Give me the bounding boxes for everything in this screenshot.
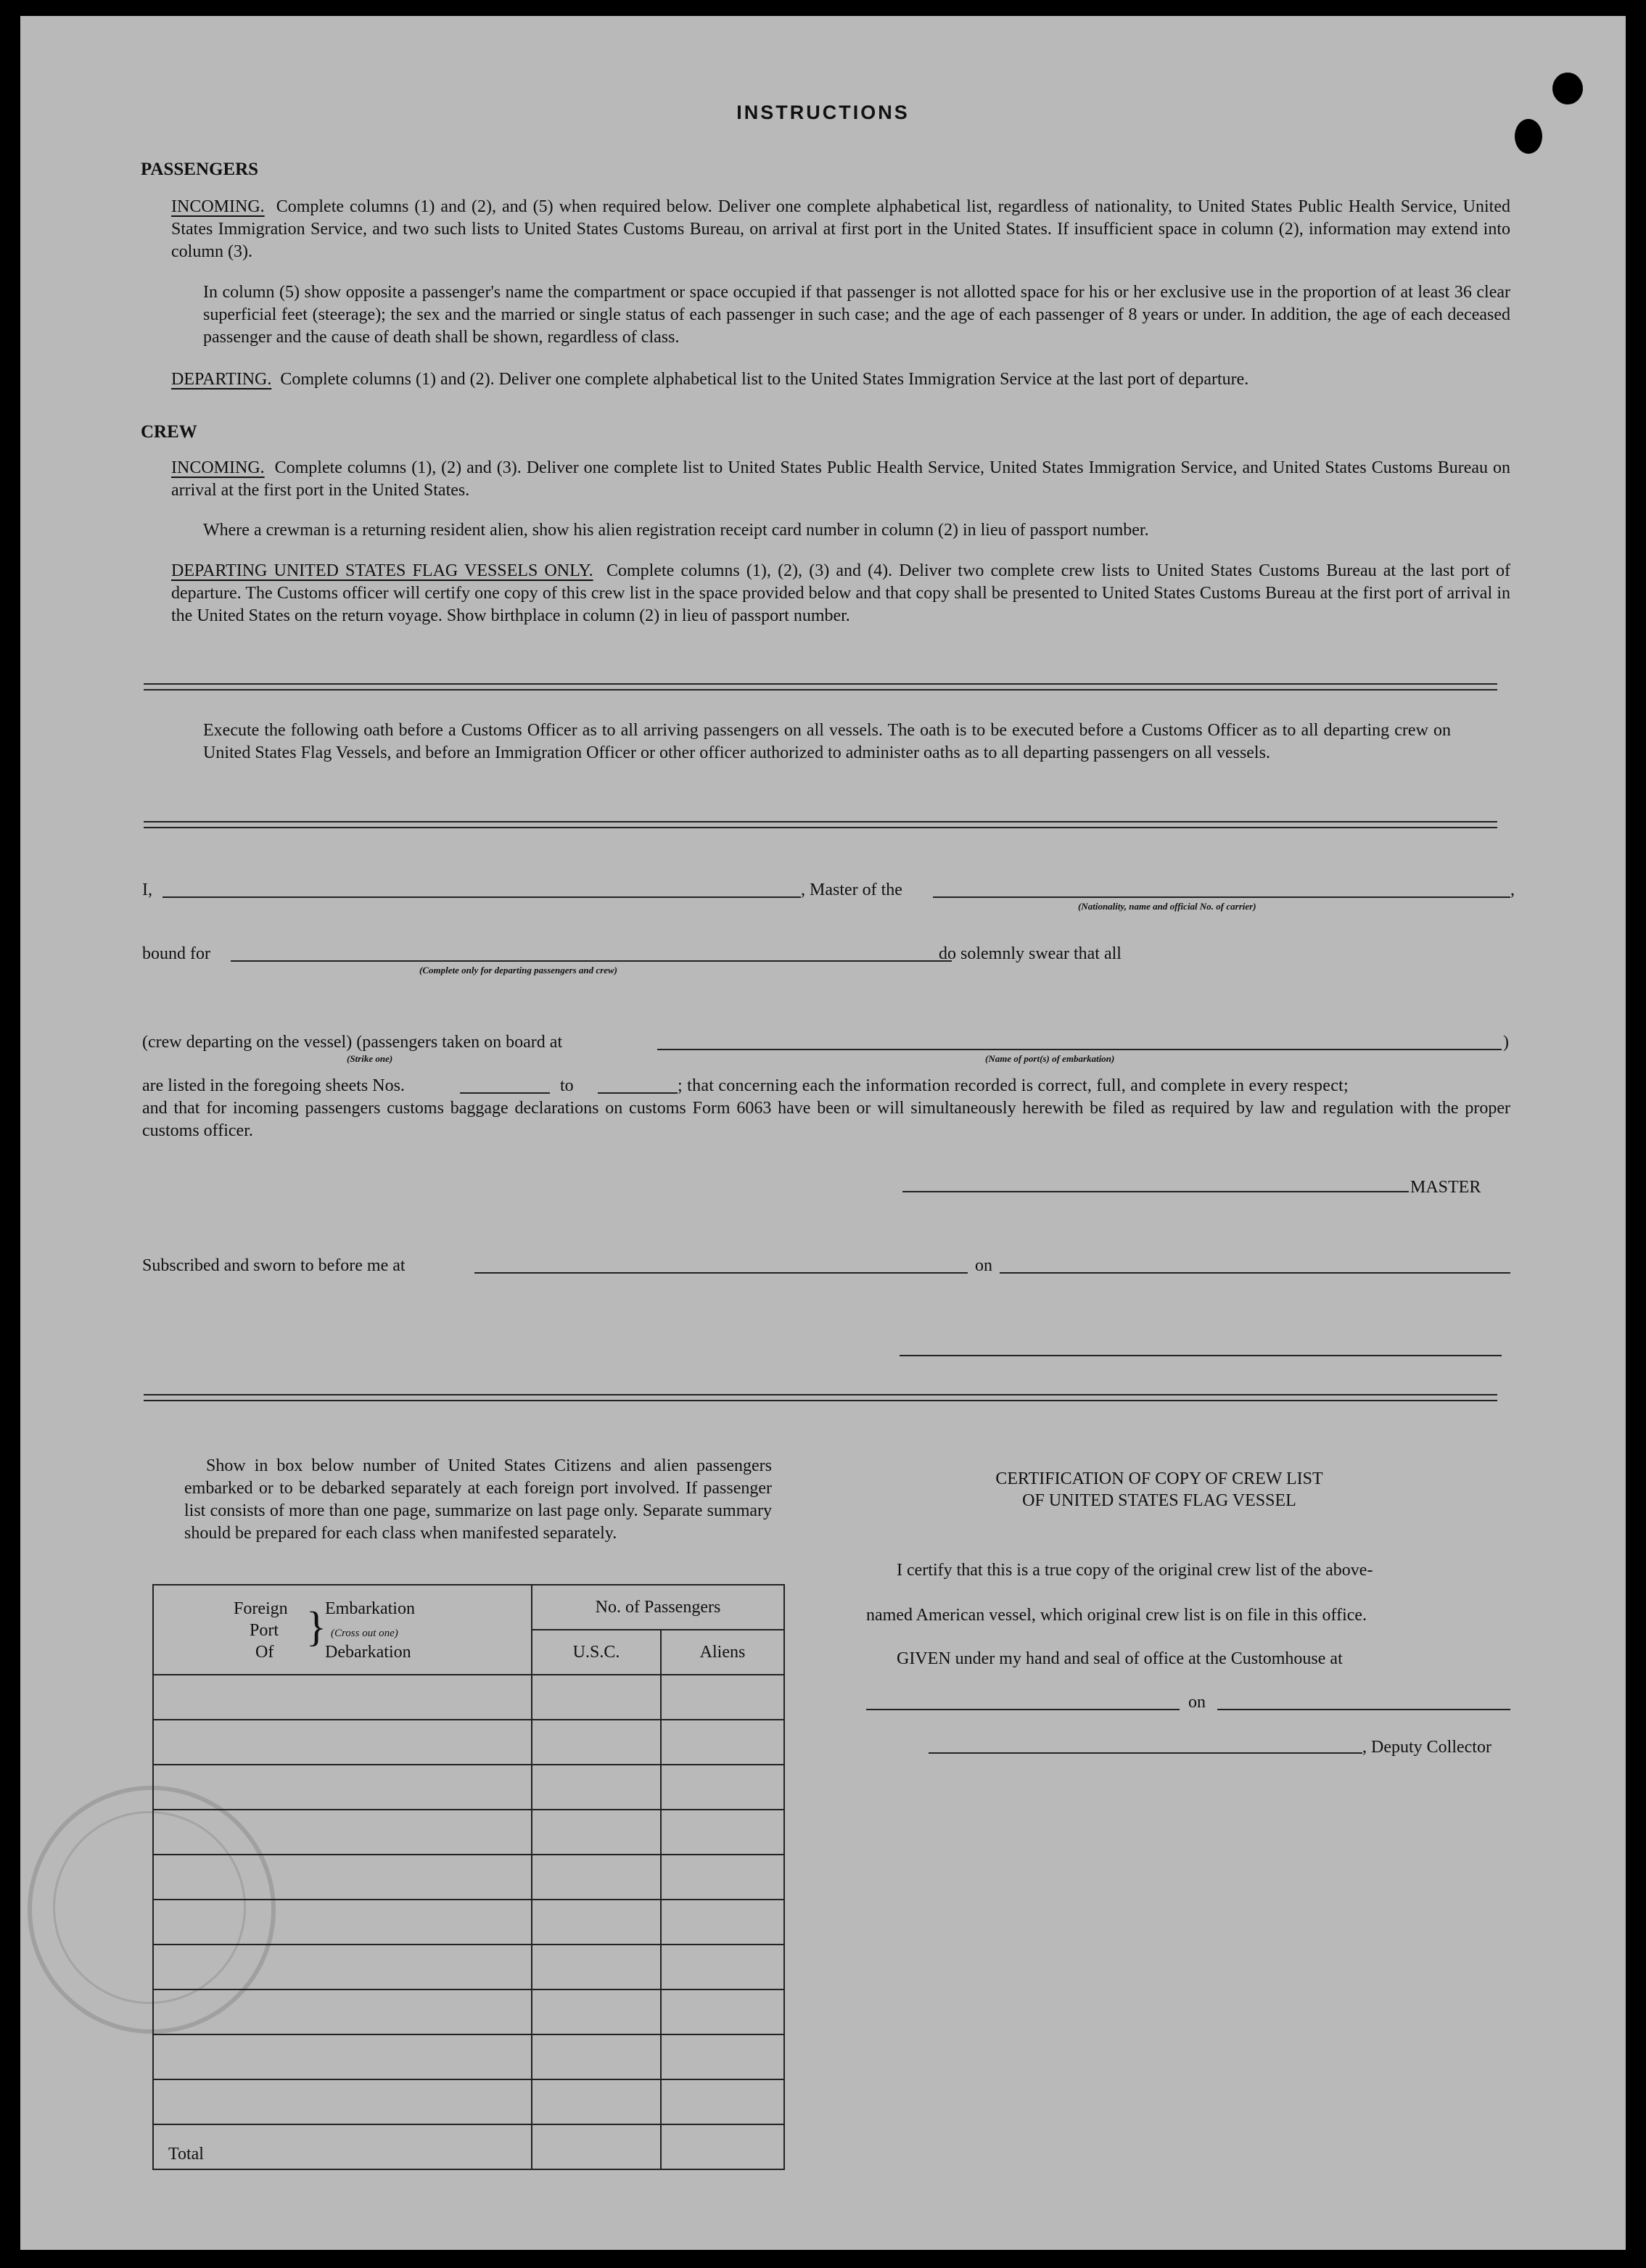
crew-incoming-text: Complete columns (1), (2) and (3). Deliver one complete list to United States Public Health Service, United States Immigration Service, and United States Customs Bureau on arrival at the first port in the United States.: [171, 458, 1510, 500]
bound-for-label: bound for: [142, 944, 210, 963]
to-label: to: [560, 1076, 574, 1095]
usc-cell[interactable]: [532, 1720, 661, 1765]
passenger-summary-table: [152, 1584, 785, 2170]
port-cell[interactable]: [153, 1945, 532, 1989]
deputy-signature-line[interactable]: [929, 1752, 1362, 1754]
cert-given-label: GIVEN under my hand and seal of office at the Customhouse at: [897, 1649, 1343, 1668]
foreign-label: Foreign: [234, 1599, 288, 1618]
master-name-line[interactable]: [162, 896, 801, 898]
cert-date-line[interactable]: [1217, 1709, 1510, 1710]
aliens-cell[interactable]: [661, 1989, 784, 2034]
port-cell[interactable]: [153, 1675, 532, 1720]
master-of-label: , Master of the: [801, 881, 902, 899]
form-sheet: [20, 16, 1626, 2250]
cert-certify-line1: I certify that this is a true copy of the original crew list of the above-: [897, 1561, 1373, 1580]
table-row: [153, 1765, 784, 1810]
punch-hole-top: [1552, 73, 1583, 104]
of-label: Of: [255, 1643, 274, 1662]
divider-1: [144, 683, 1497, 690]
table-row: [153, 1675, 784, 1720]
table-row: [153, 1989, 784, 2034]
brace-glyph: }: [306, 1603, 326, 1650]
divider-2: [144, 821, 1497, 828]
usc-cell[interactable]: [532, 2079, 661, 2124]
usc-cell[interactable]: [532, 1765, 661, 1810]
aliens-cell[interactable]: [661, 1900, 784, 1945]
officer-signature-line[interactable]: [900, 1355, 1502, 1356]
port-cell[interactable]: [153, 1989, 532, 2034]
aliens-cell[interactable]: [661, 1720, 784, 1765]
table-row: [153, 2034, 784, 2079]
table-row: [153, 1945, 784, 1989]
cert-title-line2: OF UNITED STATES FLAG VESSEL: [1022, 1491, 1296, 1510]
port-cell[interactable]: [153, 1855, 532, 1900]
sworn-date-line[interactable]: [1000, 1272, 1510, 1274]
passengers-incoming-lead: INCOMING.: [171, 197, 265, 216]
usc-header: U.S.C.: [532, 1630, 661, 1675]
sheet-to-line[interactable]: [598, 1092, 678, 1094]
page-title: INSTRUCTIONS: [736, 102, 910, 123]
table-row: [153, 1855, 784, 1900]
embarkation-label: Embarkation: [325, 1599, 415, 1618]
oath-instructions: Execute the following oath before a Customs Officer as to all arriving passengers on all vessels. The oath is to be executed before a Customs Officer as to all departing crew on United States Flag Vessels, and before an Immigration Officer or other officer authorized to administer oaths as to all departing passengers on all vessels.: [203, 721, 1451, 762]
crew-resident-paragraph: Where a crewman is a returning resident alien, show his alien registration receipt card number in column (2) in lieu of passport number.: [203, 521, 1149, 540]
port-cell[interactable]: [153, 1765, 532, 1810]
oath-i-label: I,: [142, 881, 152, 899]
port-label: Port: [250, 1621, 279, 1640]
listed-rest: ; that concerning each the information recorded is correct, full, and complete in every respect;: [678, 1076, 1349, 1095]
aliens-cell[interactable]: [661, 2079, 784, 2124]
aliens-cell[interactable]: [661, 1810, 784, 1855]
aliens-cell[interactable]: [661, 2034, 784, 2079]
usc-cell[interactable]: [532, 1855, 661, 1900]
table-row: [153, 2079, 784, 2124]
passengers-departing-lead: DEPARTING.: [171, 370, 272, 389]
aliens-total-cell[interactable]: [661, 2124, 784, 2169]
passengers-column5-paragraph: In column (5) show opposite a passenger's name the compartment or space occupied if that passenger is not allotted space for his or her exclusive use in the proportion of at least 36 clear superficial feet (steerage); the sex and the married or single status of each passenger in such case; and the age of each passenger of 8 years or under. In addition, the age of each deceased passenger and the cause of death shall be shown, regardless of class.: [203, 283, 1510, 347]
usc-cell[interactable]: [532, 1900, 661, 1945]
deputy-collector-label: , Deputy Collector: [1362, 1738, 1491, 1757]
usc-cell[interactable]: [532, 1675, 661, 1720]
aliens-cell[interactable]: [661, 1675, 784, 1720]
crew-departing-paragraph: [171, 560, 1510, 627]
divider-3: [144, 1394, 1497, 1401]
port-cell[interactable]: [153, 2079, 532, 2124]
port-cell[interactable]: [153, 1900, 532, 1945]
listed-nos-label: are listed in the foregoing sheets Nos.: [142, 1076, 405, 1095]
table-total-row: [153, 2124, 784, 2169]
carrier-comma: ,: [1510, 881, 1515, 899]
table-header-row: [153, 1585, 784, 1630]
subscribed-label: Subscribed and sworn to before me at: [142, 1256, 406, 1275]
port-header-cell: [153, 1585, 532, 1675]
carrier-caption: (Nationality, name and official No. of carrier): [1078, 901, 1256, 912]
usc-cell[interactable]: [532, 1945, 661, 1989]
swear-label: do solemnly swear that all: [939, 944, 1122, 963]
crew-departing-lead: DEPARTING UNITED STATES FLAG VESSELS ONLY.: [171, 561, 593, 580]
cert-title-line1: CERTIFICATION OF COPY OF CREW LIST: [995, 1469, 1323, 1488]
debarkation-label: Debarkation: [325, 1643, 411, 1662]
customhouse-line[interactable]: [866, 1709, 1180, 1710]
master-label: MASTER: [1410, 1178, 1481, 1197]
sworn-place-line[interactable]: [474, 1272, 968, 1274]
port-caption: (Name of port(s) of embarkation): [985, 1053, 1115, 1064]
bound-caption: (Complete only for departing passengers and crew): [419, 965, 617, 976]
table-row: [153, 1720, 784, 1765]
total-label: Total: [153, 2124, 532, 2169]
passengers-incoming-paragraph: [171, 196, 1510, 263]
passengers-incoming-text: Complete columns (1) and (2), and (5) when required below. Deliver one complete alphabetical list, regardless of nationality, to United States Public Health Service, United States Immigration Service, and two such lists to United States Customs Bureau, on arrival at first port in the United States. If insufficient space in column (2), information may extend into column (3).: [171, 197, 1511, 261]
declaration-text: and that for incoming passengers customs baggage declarations on customs Form 6063 have been or will simultaneously herewith be filed as required by law and regulation with the proper customs officer.: [142, 1099, 1510, 1140]
passengers-departing-text: Complete columns (1) and (2). Deliver one complete alphabetical list to the United States Immigration Service at the last port of departure.: [280, 370, 1249, 389]
aliens-header: Aliens: [661, 1630, 784, 1675]
usc-total-cell[interactable]: [532, 2124, 661, 2169]
aliens-cell[interactable]: [661, 1855, 784, 1900]
crew-departing-label: (crew departing on the vessel) (passengers taken on board at: [142, 1033, 563, 1052]
port-cell[interactable]: [153, 1810, 532, 1855]
crew-incoming-lead: INCOMING.: [171, 458, 265, 477]
table-row: [153, 1810, 784, 1855]
cert-on-label: on: [1188, 1693, 1206, 1712]
carrier-line[interactable]: [933, 896, 1510, 898]
punch-hole-bottom: [1515, 119, 1542, 154]
strike-caption: (Strike one): [347, 1053, 393, 1064]
close-paren: ): [1503, 1033, 1509, 1052]
usc-cell[interactable]: [532, 2034, 661, 2079]
port-cell[interactable]: [153, 2034, 532, 2079]
table-row: [153, 1900, 784, 1945]
port-cell[interactable]: [153, 1720, 532, 1765]
crew-departing-text: Complete columns (1), (2), (3) and (4). Deliver two complete crew lists to United States Customs Bureau at the last port of departure. The Customs officer will certify one copy of this crew list in the space provided below and that copy shall be presented to United States Customs Bureau at the first port of arrival in the United States on the return voyage. Show birthplace in column (2) in lieu of passport number.: [171, 561, 1511, 625]
passengers-heading: PASSENGERS: [141, 160, 259, 179]
no-passengers-header: No. of Passengers: [532, 1585, 784, 1630]
cert-certify-line2: named American vessel, which original crew list is on file in this office.: [866, 1606, 1367, 1625]
summary-instructions: Show in box below number of United States Citizens and alien passengers embarked or to be debarked separately at each foreign port involved. If passenger list consists of more than one page, summarize on last page only. Separate summary should be prepared for each class when manifested separately.: [184, 1456, 772, 1543]
sheet-from-line[interactable]: [460, 1092, 550, 1094]
crew-incoming-paragraph: [171, 457, 1510, 502]
embarkation-port-line[interactable]: [657, 1049, 1502, 1050]
aliens-cell[interactable]: [661, 1765, 784, 1810]
usc-cell[interactable]: [532, 1810, 661, 1855]
passengers-departing-paragraph: [171, 368, 1510, 391]
bound-for-line[interactable]: [231, 960, 952, 962]
cross-out-label: (Cross out one): [331, 1628, 398, 1639]
master-signature-line[interactable]: [902, 1191, 1409, 1192]
crew-heading: CREW: [141, 422, 197, 442]
usc-cell[interactable]: [532, 1989, 661, 2034]
aliens-cell[interactable]: [661, 1945, 784, 1989]
sworn-on-label: on: [975, 1256, 992, 1275]
